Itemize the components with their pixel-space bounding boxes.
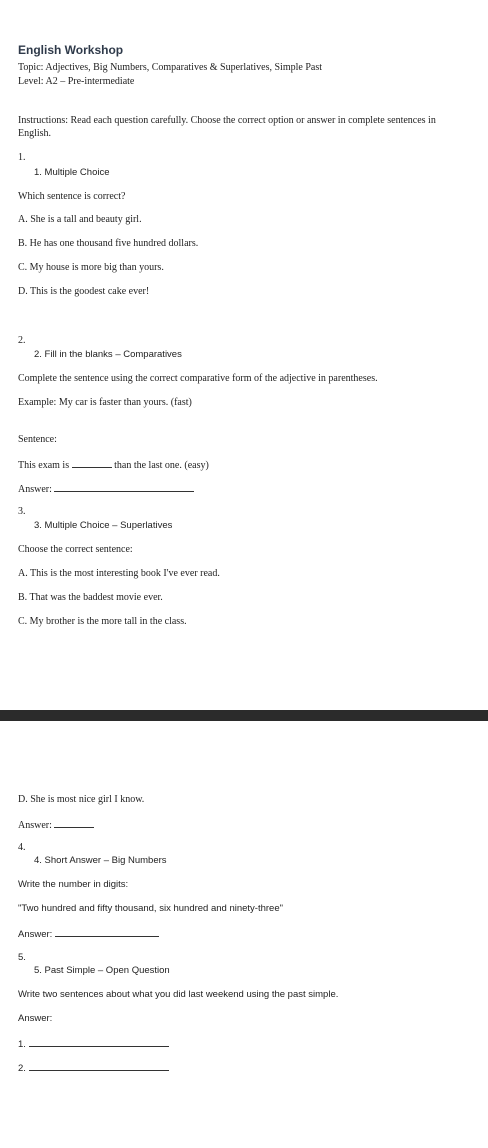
q3-answer — [18, 818, 94, 832]
q5-line1-blank[interactable] — [29, 1037, 169, 1047]
q2-example: Example: My car is faster than yours. (fast) — [18, 397, 192, 408]
q1-prompt: Which sentence is correct? — [18, 191, 126, 202]
worksheet-page-2 — [0, 721, 488, 1148]
q1-option-a: A. She is a tall and beauty girl. — [18, 214, 142, 225]
q3-option-d: D. She is most nice girl I know. — [18, 794, 145, 805]
q5-number: 5. — [18, 952, 26, 963]
q4-heading: 4. Short Answer – Big Numbers — [34, 855, 167, 866]
worksheet-title: English Workshop — [18, 43, 124, 57]
q2-prompt: Complete the sentence using the correct comparative form of the adjective in parentheses. — [18, 373, 378, 384]
q2-answer — [18, 482, 194, 496]
q2-number: 2. — [18, 335, 26, 346]
q1-option-c: C. My house is more big than yours. — [18, 262, 164, 273]
q4-answer-label: Answer: — [18, 929, 53, 940]
level-line: Level: A2 – Pre-intermediate — [18, 76, 135, 87]
q5-line1-number: 1. — [18, 1039, 26, 1050]
q2-sentence-before: This exam is — [18, 460, 70, 471]
q3-number: 3. — [18, 506, 26, 517]
q5-prompt: Write two sentences about what you did last weekend using the past simple. — [18, 989, 339, 1000]
q5-answer-line-2 — [18, 1061, 169, 1075]
q2-answer-blank[interactable] — [54, 482, 194, 492]
q1-heading: 1. Multiple Choice — [34, 167, 110, 178]
q5-line2-blank[interactable] — [29, 1061, 169, 1071]
q3-option-a: A. This is the most interesting book I've ever read. — [18, 568, 220, 579]
page-divider — [0, 710, 488, 721]
q2-sentence-after: than the last one. (easy) — [114, 460, 209, 471]
topic-line: Topic: Adjectives, Big Numbers, Comparatives & Superlatives, Simple Past — [18, 62, 322, 73]
q3-heading: 3. Multiple Choice – Superlatives — [34, 520, 173, 531]
q2-sentence-label: Sentence: — [18, 434, 57, 445]
q1-option-b: B. He has one thousand five hundred dollars. — [18, 238, 199, 249]
q5-answer-line-1 — [18, 1037, 169, 1051]
instructions: Instructions: Read each question carefully. Choose the correct option or answer in complete sentences in English. — [18, 115, 436, 139]
q4-quote: "Two hundred and fifty thousand, six hundred and ninety-three" — [18, 903, 283, 914]
q2-sentence — [18, 458, 209, 472]
q3-prompt: Choose the correct sentence: — [18, 544, 133, 555]
q4-answer-blank[interactable] — [55, 927, 159, 937]
q1-number: 1. — [18, 152, 26, 163]
q2-sentence-blank[interactable] — [72, 458, 112, 468]
q2-heading: 2. Fill in the blanks – Comparatives — [34, 349, 182, 360]
q4-prompt: Write the number in digits: — [18, 879, 129, 890]
q4-number: 4. — [18, 842, 26, 853]
q5-heading: 5. Past Simple – Open Question — [34, 965, 170, 976]
q3-answer-blank[interactable] — [54, 818, 94, 828]
q3-answer-label: Answer: — [18, 820, 52, 831]
q2-answer-label: Answer: — [18, 484, 52, 495]
q3-option-c: C. My brother is the more tall in the class. — [18, 616, 187, 627]
q5-line2-number: 2. — [18, 1063, 26, 1074]
q3-option-b: B. That was the baddest movie ever. — [18, 592, 163, 603]
q4-answer — [18, 927, 159, 941]
q5-answer-label: Answer: — [18, 1013, 53, 1024]
q1-option-d: D. This is the goodest cake ever! — [18, 286, 150, 297]
